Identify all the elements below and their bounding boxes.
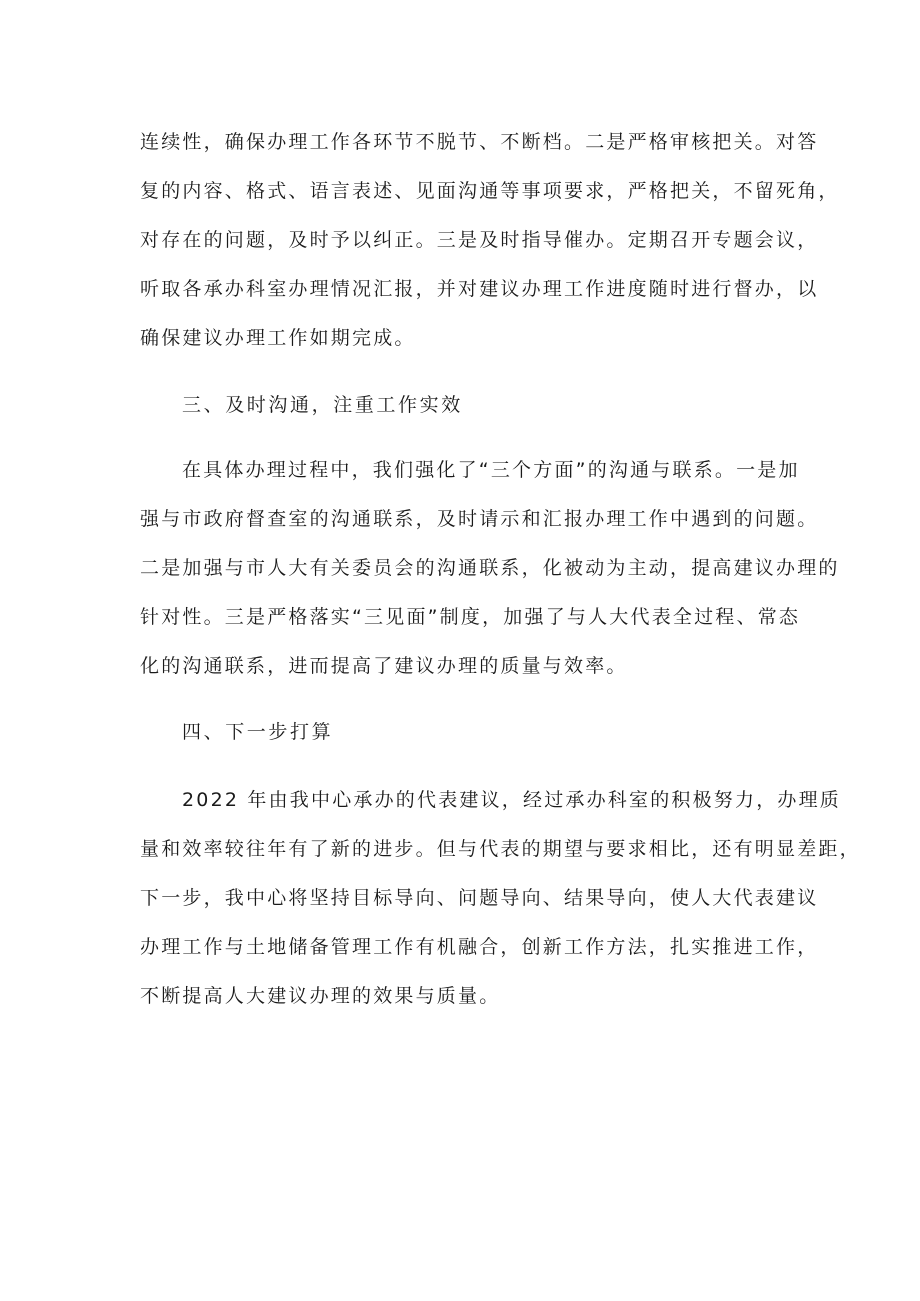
section-heading-3: 三、及时沟通，注重工作实效: [182, 394, 463, 416]
paragraph-3-line-3: 下一步，我中心将坚持目标导向、问题导向、结果导向，使人大代表建议: [140, 887, 819, 909]
paragraph-2-line-3: 二是加强与市人大有关委员会的沟通联系，化被动为主动，提高建议办理的: [140, 557, 840, 579]
section-heading-4: 四、下一步打算: [182, 721, 334, 743]
paragraph-1-line-5: 确保建议办理工作如期完成。: [140, 327, 416, 349]
paragraph-3-line-4: 办理工作与土地储备管理工作有机融合，创新工作方法，扎实推进工作，: [140, 936, 819, 958]
paragraph-3-line-5: 不断提高人大建议办理的效果与质量。: [140, 985, 501, 1007]
paragraph-3-line-2: 量和效率较往年有了新的进步。但与代表的期望与要求相比，还有明显差距，: [140, 838, 861, 860]
paragraph-1-line-2: 复的内容、格式、语言表述、见面沟通等事项要求，严格把关，不留死角，: [140, 180, 840, 202]
paragraph-2-line-4: 针对性。三是严格落实“三见面”制度，加强了与人大代表全过程、常态: [140, 606, 801, 628]
paragraph-2-line-1: 在具体办理过程中，我们强化了“三个方面”的沟通与联系。一是加: [182, 459, 800, 481]
paragraph-1-line-3: 对存在的问题，及时予以纠正。三是及时指导催办。定期召开专题会议，: [140, 229, 819, 251]
paragraph-2-line-2: 强与市政府督查室的沟通联系，及时请示和汇报办理工作中遇到的问题。: [140, 508, 819, 530]
paragraph-1-line-1: 连续性，确保办理工作各环节不脱节、不断档。二是严格审核把关。对答: [140, 131, 819, 153]
paragraph-3-line-1: 2022 年由我中心承办的代表建议，经过承办科室的积极努力，办理质: [182, 789, 841, 811]
paragraph-1-line-4: 听取各承办科室办理情况汇报，并对建议办理工作进度随时进行督办，以: [140, 278, 819, 300]
paragraph-2-line-5: 化的沟通联系，进而提高了建议办理的质量与效率。: [140, 655, 628, 677]
